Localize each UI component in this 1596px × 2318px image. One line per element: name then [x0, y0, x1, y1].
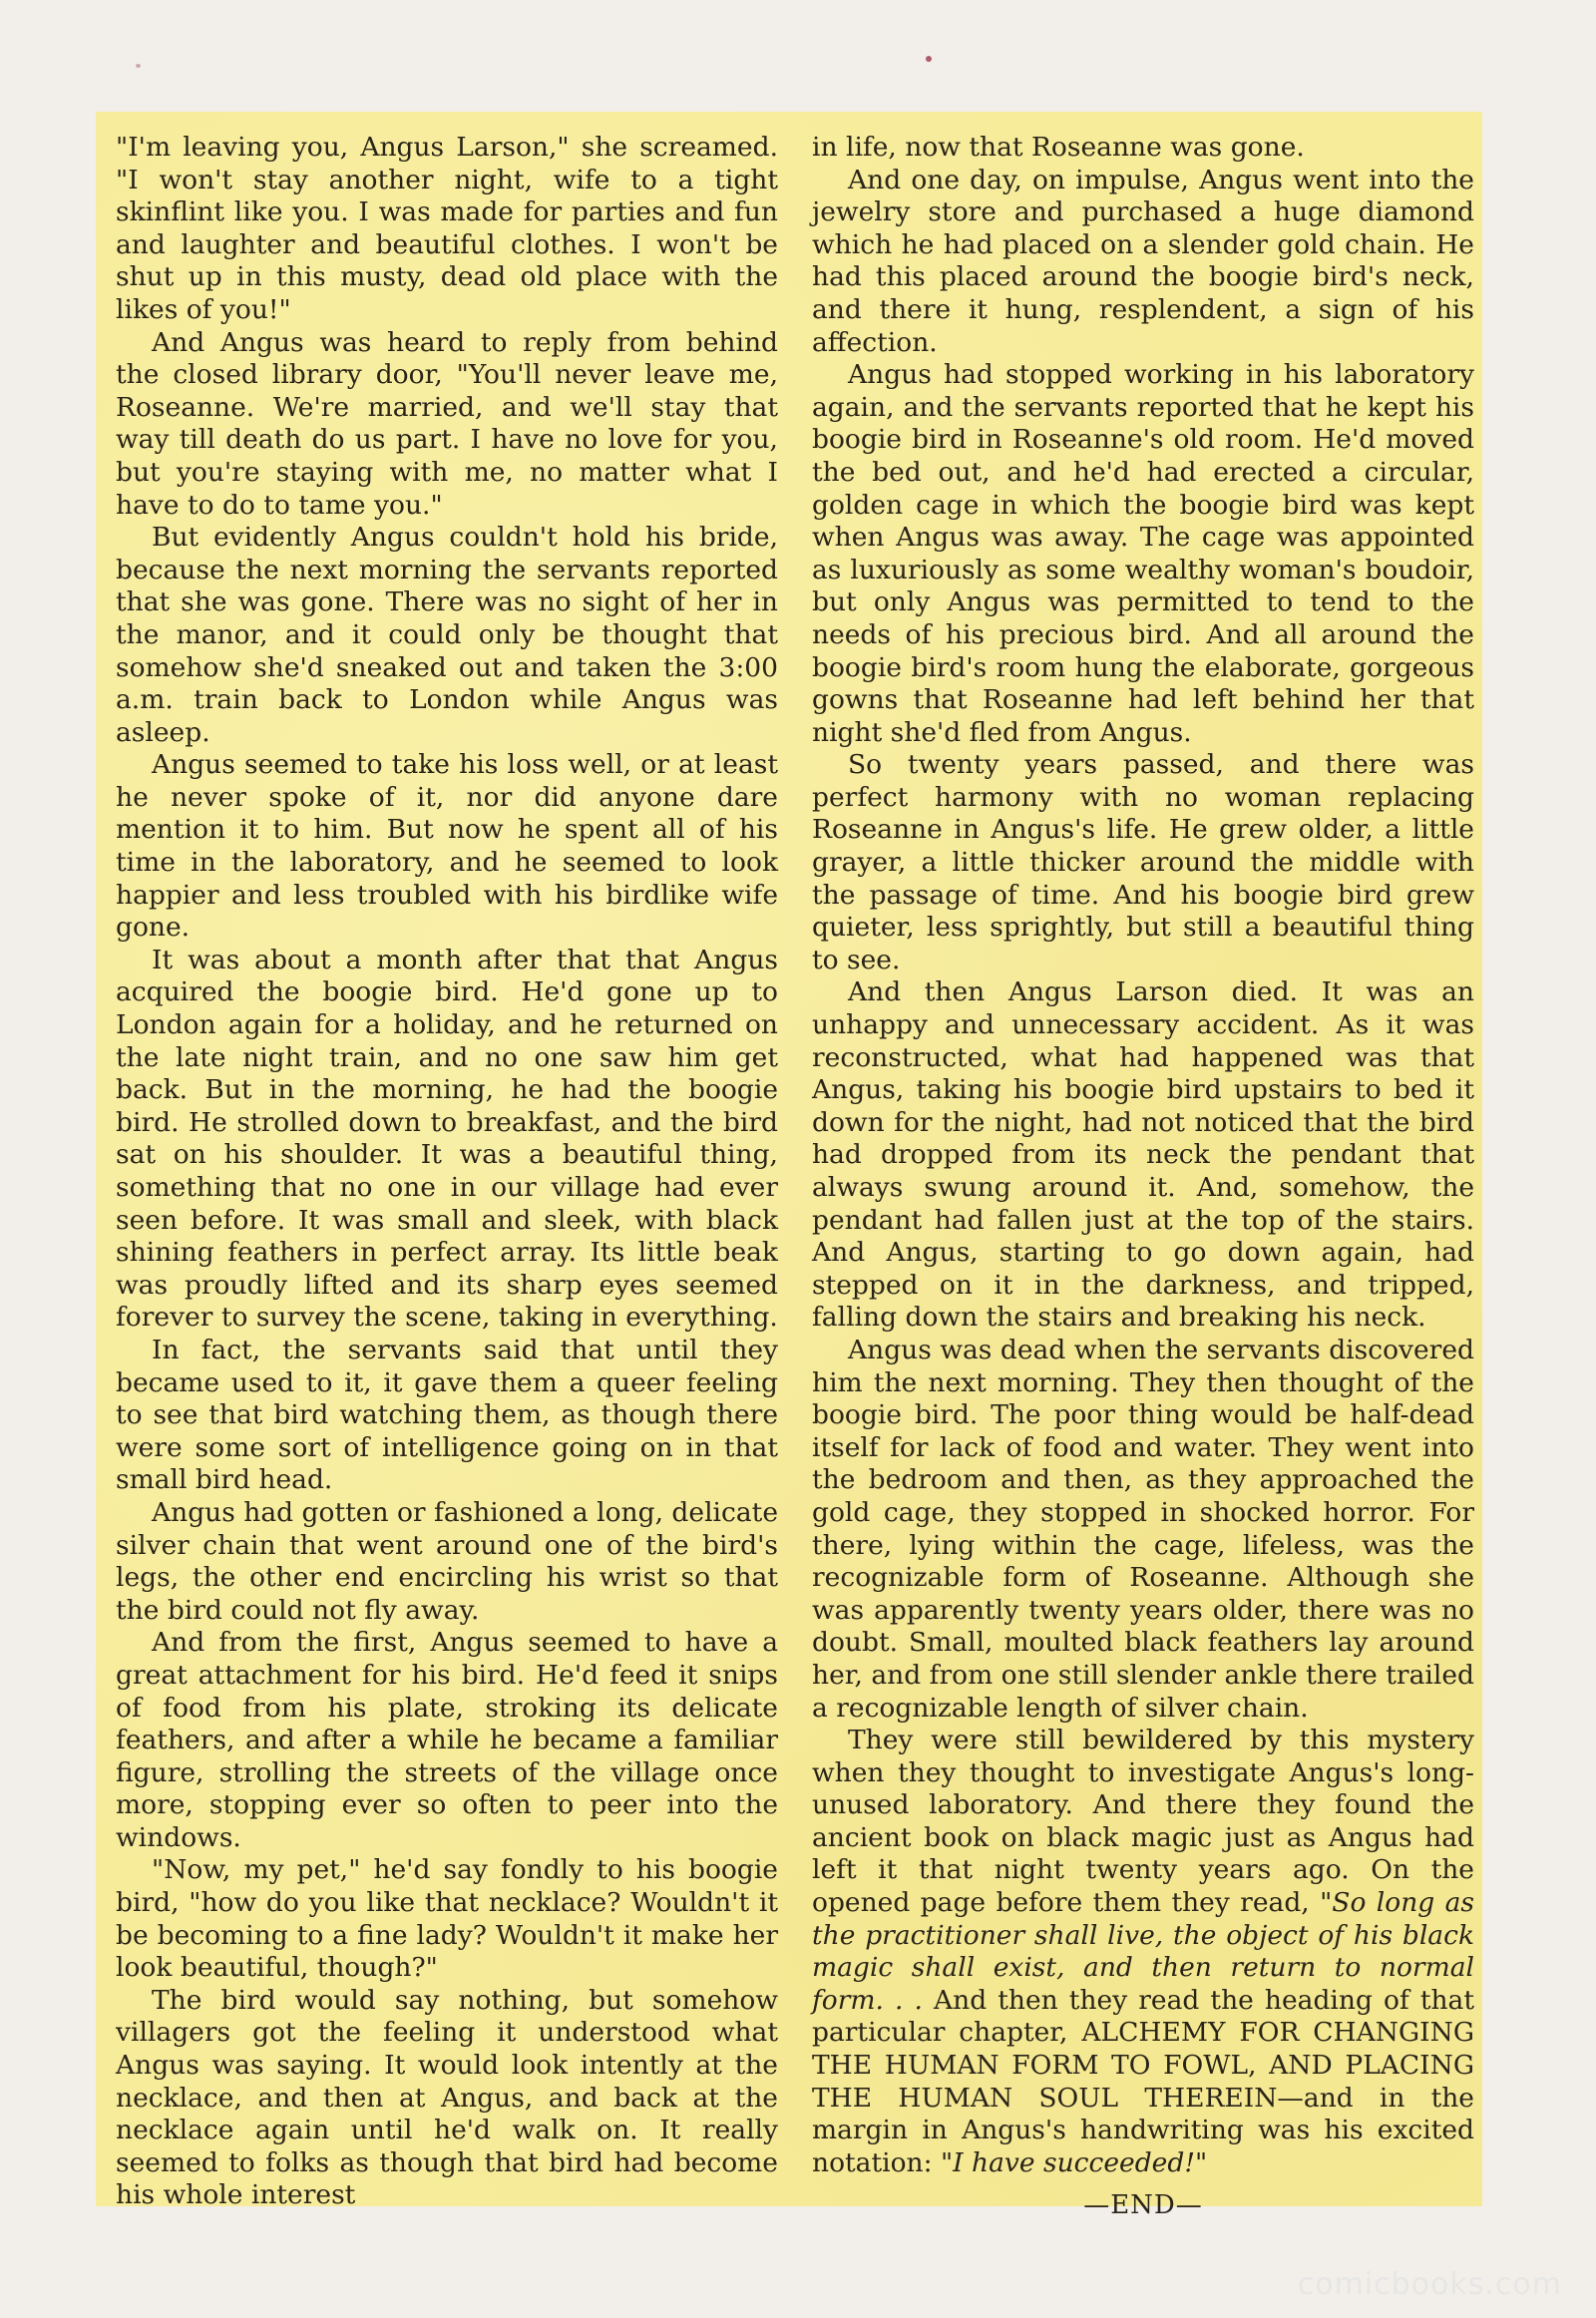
paragraph: So twenty years passed, and there was perfect harmony with no woman replacing Roseanne in Angus's life. He grew older, a little grayer, a little thicker around the middle with the passage of time. And his boogie bird grew quieter, less sprightly, but still a beautiful thing to see. — [812, 749, 1474, 975]
left-column — [116, 132, 778, 2212]
paragraph: But evidently Angus couldn't hold his bride, because the next morning the servants reported that she was gone. There was no sight of her in the manor, and it could only be thought that somehow she'd sneaked out and taken the 3:00 a.m. train back to London while Angus was asleep. — [116, 522, 778, 748]
paragraph-text: And then they read the heading of that particular chapter, ALCHEMY FOR CHANGING THE HUMAN FORM TO FOWL, AND PLACING THE HUMAN SOUL THEREIN—and in the margin in Angus's handwriting was his excited notation: — [812, 1984, 1474, 2178]
right-column — [812, 132, 1474, 2222]
paragraph: It was about a month after that that Angus acquired the boogie bird. He'd gone up to London again for a holiday, and he returned on the late night train, and no one saw him get back. But in the morning, he had the boogie bird. He strolled down to breakfast, and the bird sat on his shoulder. It was a beautiful thing, something that no one in our village had ever seen before. It was small and sleek, with black shining feathers in perfect array. Its little beak was proudly lifted and its sharp eyes seemed forever to survey the scene, taking in everything. — [116, 944, 778, 1334]
handwritten-notation: "I have succeeded!" — [940, 2146, 1208, 2178]
paragraph: And one day, on impulse, Angus went into the jewelry store and purchased a huge diamond which he had placed on a slender gold chain. He had this placed around the boogie bird's neck, and there it hung, resplendent, a sign of his affection. — [812, 164, 1474, 358]
paragraph: Angus was dead when the servants discovered him the next morning. They then thought of the boogie bird. The poor thing would be half-dead itself for lack of food and water. They went into the bedroom and then, as they approached the gold cage, they stopped in shocked horror. For there, lying within the cage, lifeless, was the recognizable form of Roseanne. Although she was apparently twenty years older, there was no doubt. Small, moulted black feathers lay around her, and from one still slender ankle there trailed a recognizable length of silver chain. — [812, 1334, 1474, 1724]
paragraph: Angus had gotten or fashioned a long, delicate silver chain that went around one of the bird's legs, the other end encircling his wrist so that the bird could not fly away. — [116, 1496, 778, 1626]
paragraph: "I'm leaving you, Angus Larson," she screamed. "I won't stay another night, wife to a tight skinflint like you. I was made for parties and fun and laughter and beautiful clothes. I won't be shut up in this musty, dead old place with the likes of you!" — [116, 132, 778, 325]
watermark: comicbooks.com — [1297, 2267, 1562, 2302]
paper-speck — [136, 64, 141, 68]
end-mark: —END— — [1083, 2190, 1203, 2221]
paragraph: In fact, the servants said that until they became used to it, it gave them a queer feeling to see that bird watching them, as though there were some sort of intelligence going on in that small bird head. — [116, 1334, 778, 1496]
paragraph: And then Angus Larson died. It was an unhappy and unnecessary accident. As it was reconstructed, what had happened was that Angus, taking his boogie bird upstairs to bed it down for the night, had not noticed that the bird had dropped from its neck the pendant that always swung around it. And, somehow, the pendant had fallen just at the top of the stairs. And Angus, starting to go down again, had stepped on it in the darkness, and tripped, falling down the stairs and breaking his neck. — [812, 976, 1474, 1334]
paragraph: And from the first, Angus seemed to have a great attachment for his bird. He'd feed it snips of food from his plate, stroking its delicate feathers, and after a while he became a familiar figure, strolling the streets of the village once more, stopping ever so often to peer into the windows. — [116, 1627, 778, 1853]
paragraph: Angus had stopped working in his laboratory again, and the servants reported that he kept his boogie bird in Roseanne's old room. He'd moved the bed out, and he'd had erected a circular, golden cage in which the boogie bird was kept when Angus was away. The cage was appointed as luxuriously as some wealthy woman's boudoir, but only Angus was permitted to tend to the needs of his precious bird. And all around the boogie bird's room hung the elaborate, gorgeous gowns that Roseanne had left behind her that night she'd fled from Angus. — [812, 359, 1474, 748]
paragraph: Angus seemed to take his loss well, or at least he never spoke of it, nor did anyone dare mention it to him. But now he spent all of his time in the laboratory, and he seemed to look happier and less troubled with his birdlike wife gone. — [116, 749, 778, 944]
paragraph: And Angus was heard to reply from behind the closed library door, "You'll never leave me, Roseanne. We're married, and we'll stay that way till death do us part. I have no love for you, but you're staying with me, no matter what I have to do to tame you." — [116, 326, 778, 521]
paragraph: in life, now that Roseanne was gone. — [812, 132, 1305, 163]
book-quote: "So long as the practitioner shall live, the object of his black magic shall exist, and then return to normal form. . . — [812, 1887, 1474, 2016]
final-paragraph — [812, 1725, 1474, 2179]
paper-speck — [926, 56, 932, 62]
paragraph: The bird would say nothing, but somehow villagers got the feeling it understood what Angus was saying. It would look intently at the necklace, and then at Angus, and back at the necklace again until he'd walk on. It really seemed to folks as though that bird had become his whole interest — [116, 1984, 778, 2211]
paragraph-text: They were still bewildered by this mystery when they thought to investigate Angus's long-unused laboratory. And there they found the ancient book on black magic just as Angus had left it that night twenty years ago. On the opened page before them they read, — [812, 1725, 1474, 1919]
paragraph: "Now, my pet," he'd say fondly to his boogie bird, "how do you like that necklace? Wouldn't it be becoming to a fine lady? Wouldn't it make her look beautiful, though?" — [116, 1854, 778, 1984]
